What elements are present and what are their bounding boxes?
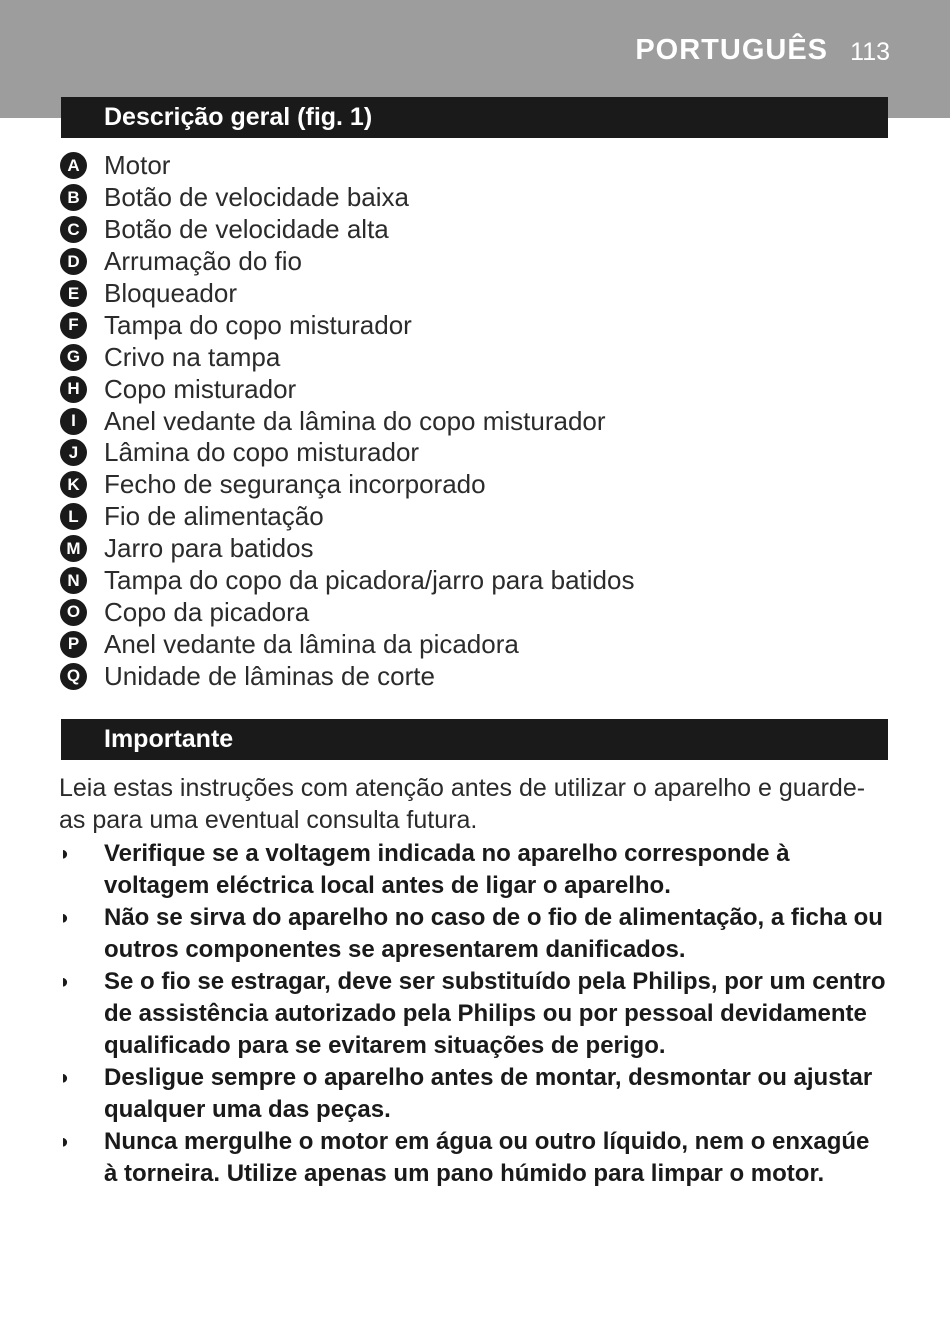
list-item	[60, 182, 634, 214]
letter-badge: A	[60, 152, 87, 179]
list-item	[60, 309, 634, 341]
letter-badge: B	[60, 184, 87, 211]
list-item	[60, 214, 634, 246]
list-item-label: Tampa do copo misturador	[104, 309, 412, 340]
list-item	[60, 437, 634, 469]
list-item	[60, 565, 634, 597]
list-item-label: Anel vedante da lâmina da picadora	[104, 628, 519, 659]
letter-badge: D	[60, 248, 87, 275]
list-item-label: Motor	[104, 150, 171, 181]
bullet-item	[59, 838, 889, 902]
list-item	[60, 469, 634, 501]
parts-list	[60, 150, 634, 692]
list-item	[60, 405, 634, 437]
list-item-label: Botão de velocidade alta	[104, 214, 389, 245]
letter-badge: L	[60, 503, 87, 530]
letter-badge: P	[60, 631, 87, 658]
intro-paragraph: Leia estas instruções com atenção antes de utilizar o aparelho e guarde-as para uma eventual consulta futura.	[59, 774, 866, 834]
letter-badge: C	[60, 216, 87, 243]
header-language: PORTUGUÊS	[635, 34, 828, 66]
bullet-icon: ◗	[59, 907, 72, 929]
letter-badge: I	[60, 408, 87, 435]
list-item	[60, 341, 634, 373]
letter-badge: F	[60, 312, 87, 339]
letter-badge: E	[60, 280, 87, 307]
list-item	[60, 628, 634, 660]
safety-bullet-list	[59, 838, 889, 1190]
list-item-label: Copo misturador	[104, 373, 297, 404]
list-item	[60, 150, 634, 182]
section-title-general-description: Descrição geral (fig. 1)	[61, 97, 888, 138]
list-item-label: Copo da picadora	[104, 596, 310, 627]
letter-badge: K	[60, 471, 87, 498]
bullet-item	[59, 902, 889, 966]
list-item-label: Crivo na tampa	[104, 341, 281, 372]
list-item-label: Botão de velocidade baixa	[104, 182, 410, 213]
list-item	[60, 596, 634, 628]
list-item-label: Fio de alimentação	[104, 501, 324, 532]
bullet-item	[59, 1062, 889, 1126]
letter-badge: G	[60, 344, 87, 371]
bullet-text: Nunca mergulhe o motor em água ou outro líquido, nem o enxagúe à torneira. Utilize apenas um pano húmido para limpar o motor.	[104, 1128, 870, 1187]
list-item	[60, 533, 634, 565]
list-item-label: Tampa do copo da picadora/jarro para batidos	[104, 565, 635, 596]
bullet-icon: ◗	[59, 843, 72, 865]
letter-badge: H	[60, 376, 87, 403]
list-item	[60, 278, 634, 310]
page-number: 113	[850, 38, 890, 66]
letter-badge: J	[60, 439, 87, 466]
list-item	[60, 660, 634, 692]
section-title-important: Importante	[61, 719, 888, 760]
bullet-item	[59, 966, 889, 1062]
bullet-item	[59, 1126, 889, 1190]
list-item	[60, 246, 634, 278]
list-item-label: Bloqueador	[104, 278, 237, 308]
list-item-label: Fecho de segurança incorporado	[104, 469, 486, 500]
letter-badge: N	[60, 567, 87, 594]
bullet-text: Não se sirva do aparelho no caso de o fio de alimentação, a ficha ou outros componentes se apresentarem danificados.	[104, 904, 883, 963]
letter-badge: Q	[60, 663, 87, 690]
bullet-icon: ◗	[59, 1131, 72, 1153]
list-item-label: Jarro para batidos	[104, 533, 314, 564]
list-item-label: Arrumação do fio	[104, 246, 302, 277]
letter-badge: O	[60, 599, 87, 626]
list-item	[60, 501, 634, 533]
bullet-icon: ◗	[59, 971, 72, 993]
bullet-text: Se o fio se estragar, deve ser substituído pela Philips, por um centro de assistência autorizado pela Philips ou por pessoal devidamente qualificado para se evitarem situações de perigo.	[104, 968, 886, 1059]
letter-badge: M	[60, 535, 87, 562]
bullet-icon: ◗	[59, 1067, 72, 1089]
list-item	[60, 373, 634, 405]
list-item-label: Unidade de lâminas de corte	[104, 660, 435, 691]
bullet-text: Desligue sempre o aparelho antes de montar, desmontar ou ajustar qualquer uma das peças.	[104, 1064, 873, 1123]
list-item-label: Anel vedante da lâmina do copo misturador	[104, 405, 606, 436]
list-item-label: Lâmina do copo misturador	[104, 437, 420, 468]
bullet-text: Verifique se a voltagem indicada no aparelho corresponde à voltagem eléctrica local antes de ligar o aparelho.	[104, 840, 790, 899]
